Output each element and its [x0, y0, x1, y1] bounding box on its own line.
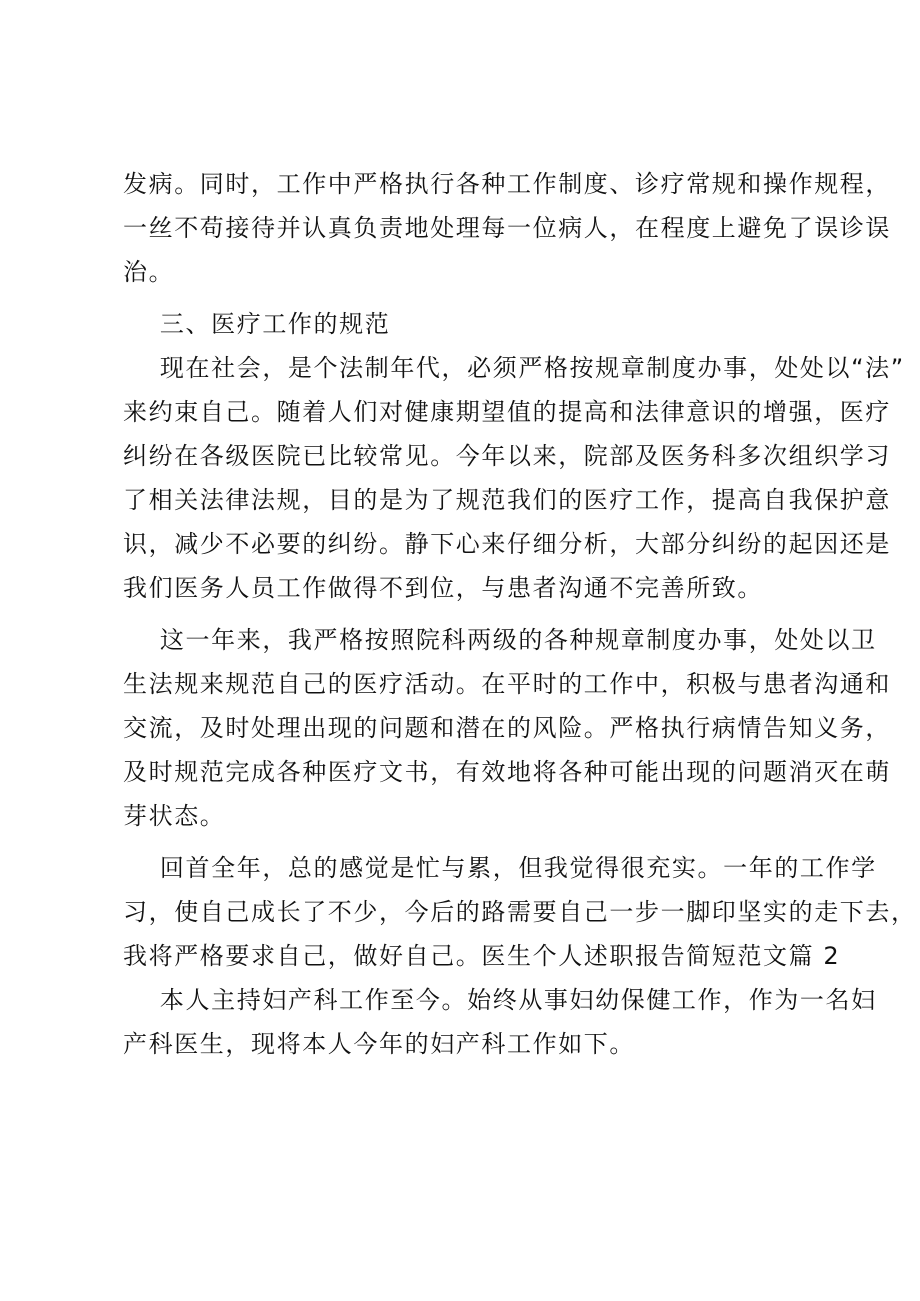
text-line: 现在社会，是个法制年代，必须严格按规章制度办事，处处以“法”: [123, 354, 905, 382]
text-line: 习，使自己成长了不少，今后的路需要自己一步一脚印坚实的走下去，: [123, 898, 917, 926]
text-line: 发病。同时，工作中严格执行各种工作制度、诊疗常规和操作规程，: [123, 170, 891, 198]
text-line: 我们医务人员工作做得不到位，与患者沟通不完善所致。: [123, 574, 763, 602]
text-line: 来约束自己。随着人们对健康期望值的提高和法律意识的增强，医疗: [123, 398, 891, 426]
paragraph-this-year: [123, 618, 891, 838]
section-heading-text: 三、医疗工作的规范: [123, 310, 391, 338]
text-line: 一丝不苟接待并认真负责地处理每一位病人，在程度上避免了误诊误: [123, 214, 891, 242]
text-line: 产科医生，现将本人今年的妇产科工作如下。: [123, 1030, 635, 1058]
paragraph-legal-awareness: [123, 346, 905, 610]
text-line: 了相关法律法规，目的是为了规范我们的医疗工作，提高自我保护意: [123, 486, 891, 514]
text-line: 这一年来，我严格按照院科两级的各种规章制度办事，处处以卫: [123, 626, 877, 654]
paragraph-year-review: [123, 846, 917, 978]
document-body: [123, 162, 917, 1066]
text-line: 本人主持妇产科工作至今。始终从事妇幼保健工作，作为一名妇: [123, 986, 877, 1014]
text-line: 生法规来规范自己的医疗活动。在平时的工作中，积极与患者沟通和: [123, 670, 891, 698]
text-line: 识，减少不必要的纠纷。静下心来仔细分析，大部分纠纷的起因还是: [123, 530, 891, 558]
paragraph-diagnosis-continuation: [123, 162, 891, 294]
text-line: 交流，及时处理出现的问题和潜在的风险。严格执行病情告知义务，: [123, 714, 891, 742]
text-line: 及时规范完成各种医疗文书，有效地将各种可能出现的问题消灭在萌: [123, 758, 891, 786]
text-line: 我将严格要求自己，做好自己。医生个人述职报告简短范文篇 2: [123, 942, 841, 970]
text-line: 治。: [123, 258, 175, 286]
text-line: 纠纷在各级医院已比较常见。今年以来，院部及医务科多次组织学习: [123, 442, 891, 470]
text-line: 回首全年，总的感觉是忙与累，但我觉得很充实。一年的工作学: [123, 854, 877, 882]
section-heading: [123, 302, 823, 346]
text-line: 芽状态。: [123, 802, 226, 830]
paragraph-obstetrics-intro: [123, 978, 877, 1066]
